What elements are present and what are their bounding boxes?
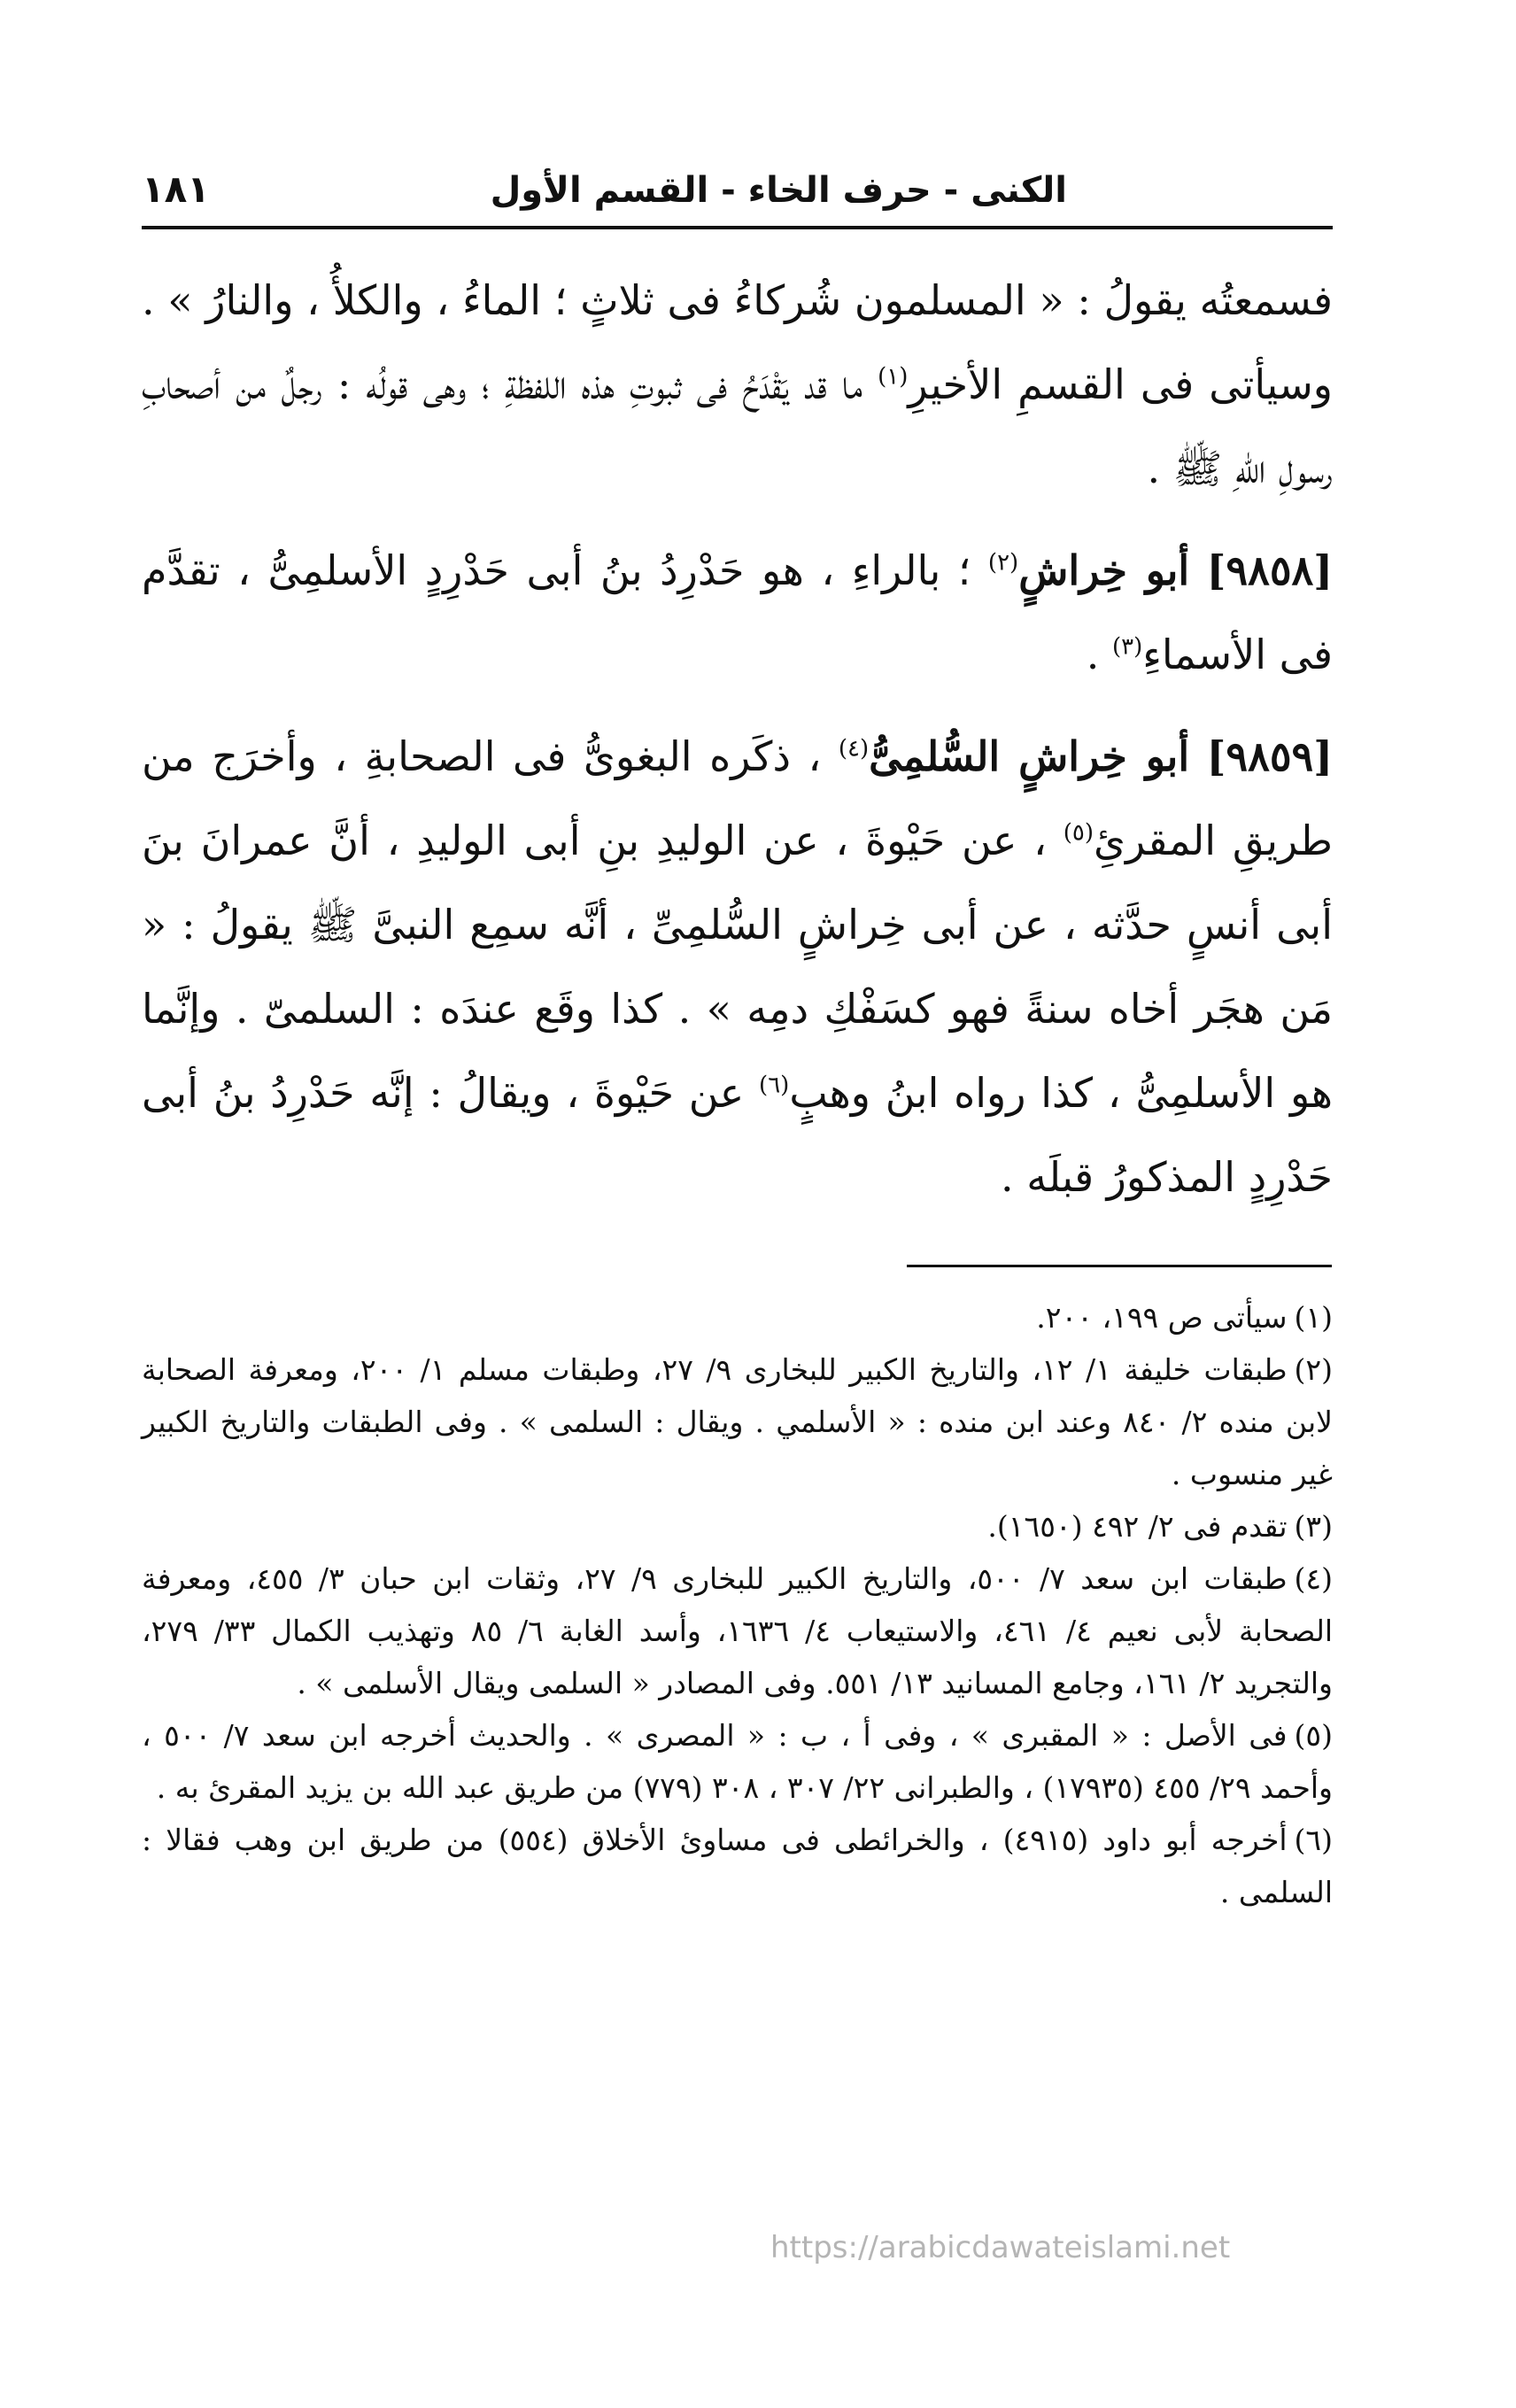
footnote-ref: (٦)	[759, 1072, 790, 1099]
main-text	[142, 259, 1333, 1237]
footnote-1	[142, 1291, 1333, 1343]
footnote-number: (١)	[1294, 1300, 1333, 1335]
page-number: ١٨١	[142, 167, 210, 211]
footnote-text: طبقات خليفة ١/ ١٢، والتاريخ الكبير للبخارى ٩/ ٢٧، وطبقات مسلم ١/ ٢٠٠، ومعرفة الصحابة لابن منده ٢/ ٨٤٠ وعند ابن منده : « الأسلمي . ويقال : السلمى » . وفى الطبقات والتاريخ الكبير غير منسوب .	[142, 1352, 1334, 1491]
entry-name: أبو خِراشٍ السُّلمِىُّ	[869, 732, 1190, 780]
entry-9859	[142, 715, 1333, 1219]
footnote-separator	[907, 1265, 1332, 1267]
footnote-text: أخرجه أبو داود (٤٩١٥) ، والخرائطى فى مساوئ الأخلاق (٥٥٤) من طريق ابن وهب فقالا : السلمى .	[142, 1823, 1333, 1909]
footnote-6	[142, 1814, 1333, 1918]
footnote-2	[142, 1343, 1333, 1500]
footnote-text: فى الأصل : « المقبرى » ، وفى أ ، ب : « المصرى » . والحديث أخرجه ابن سعد ٧/ ٥٠٠ ، وأحمد ٢٩/ ٤٥٥ (١٧٩٣٥) ، والطبرانى ٢٢/ ٣٠٧ ، ٣٠٨ (٧٧٩) من طريق عبد الله بن يزيد المقرئ به .	[142, 1718, 1333, 1805]
footnote-number: (٦)	[1294, 1823, 1333, 1857]
footnote-ref: (٢)	[987, 549, 1019, 577]
footnote-ref: (٥)	[1063, 819, 1094, 847]
footnote-ref: (١)	[878, 363, 909, 391]
entry-text-mid: ، عن حَيْوةَ ، عن الوليدِ بنِ أبى الوليدِ ، أنَّ عمرانَ بنَ أبى أنسٍ حدَّثه ، عن أبى خِراشٍ السُّلمِىِّ ، أنَّه سمِع النبىَّ ﷺ يقولُ : « مَن هجَر أخاه سنةً فهو كسَفْكِ دمِه » . كذا وقَع عندَه : السلمىّ . وإنَّما هو الأسلمِىُّ ، كذا رواه ابنُ وهبٍ	[142, 817, 1333, 1117]
entry-number: [٩٨٥٨]	[1206, 546, 1333, 594]
footnote-number: (٣)	[1294, 1509, 1333, 1544]
footnote-ref: (٣)	[1111, 633, 1143, 661]
running-head	[142, 149, 1333, 211]
footnote-3	[142, 1500, 1333, 1552]
footnote-number: (٢)	[1294, 1352, 1334, 1387]
footnote-text: سيأتى ص ١٩٩، ٢٠٠.	[1036, 1300, 1288, 1335]
footnotes	[142, 1291, 1333, 1918]
footnote-5	[142, 1709, 1333, 1814]
running-title: الكنى - حرف الخاء - القسم الأول	[490, 170, 1067, 211]
entry-number: [٩٨٥٩]	[1206, 732, 1333, 780]
entry-9858	[142, 529, 1333, 697]
footnote-4	[142, 1552, 1333, 1709]
paragraph-continuation	[142, 259, 1333, 511]
entry-text-after: عن حَيْوةَ ، ويقالُ : إنَّه حَدْرِدُ بنُ أبى حَدْرِدٍ المذكورُ قبلَه .	[142, 1069, 1333, 1201]
entry-text: ، ذكَره البغوىُّ فى الصحابةِ ، وأخرَج من طريقِ المقرئِ	[142, 732, 1334, 864]
entry-text: ؛ بالراءِ ، هو حَدْرِدُ بنُ أبى حَدْرِدٍ الأسلمِىُّ ، تقدَّم فى الأسماءِ	[142, 546, 1333, 678]
entry-text-after: .	[1086, 631, 1112, 678]
paragraph-text: فسمعتُه يقولُ : « المسلمون شُركاءُ فى ثلاثٍ ؛ الماءُ ، والكلأُ ، والنارُ » . وسيأتى فى القسمِ الأخيرِ	[142, 276, 1334, 408]
footnote-number: (٤)	[1294, 1561, 1334, 1596]
entry-name: أبو خِراشٍ	[1018, 546, 1190, 594]
footnote-text: تقدم فى ٢/ ٤٩٢ (١٦٥٠).	[987, 1509, 1288, 1544]
footnote-number: (٥)	[1294, 1718, 1334, 1753]
watermark-url: https://arabicdawateislami.net	[770, 2230, 1231, 2265]
header-rule	[142, 226, 1333, 229]
footnote-text: طبقات ابن سعد ٧/ ٥٠٠، والتاريخ الكبير للبخارى ٩/ ٢٧، وثقات ابن حبان ٣/ ٤٥٥، ومعرفة الصحابة لأبى نعيم ٤/ ٤٦١، والاستيعاب ٤/ ١٦٣٦، وأسد الغابة ٦/ ٨٥ وتهذيب الكمال ٣٣/ ٢٧٩، والتجريد ٢/ ١٦١، وجامع المسانيد ١٣/ ٥٥١. وفى المصادر « السلمى ويقال الأسلمى » .	[142, 1561, 1334, 1700]
footnote-ref: (٤)	[838, 735, 870, 763]
paragraph-text-after: ما قد يَقْدَحُ فى ثبوتِ هذه اللفظةِ ؛ وهى قولُه : رجلٌ من أصحابِ رسولِ اللهِ ﷺ .	[142, 360, 1333, 492]
